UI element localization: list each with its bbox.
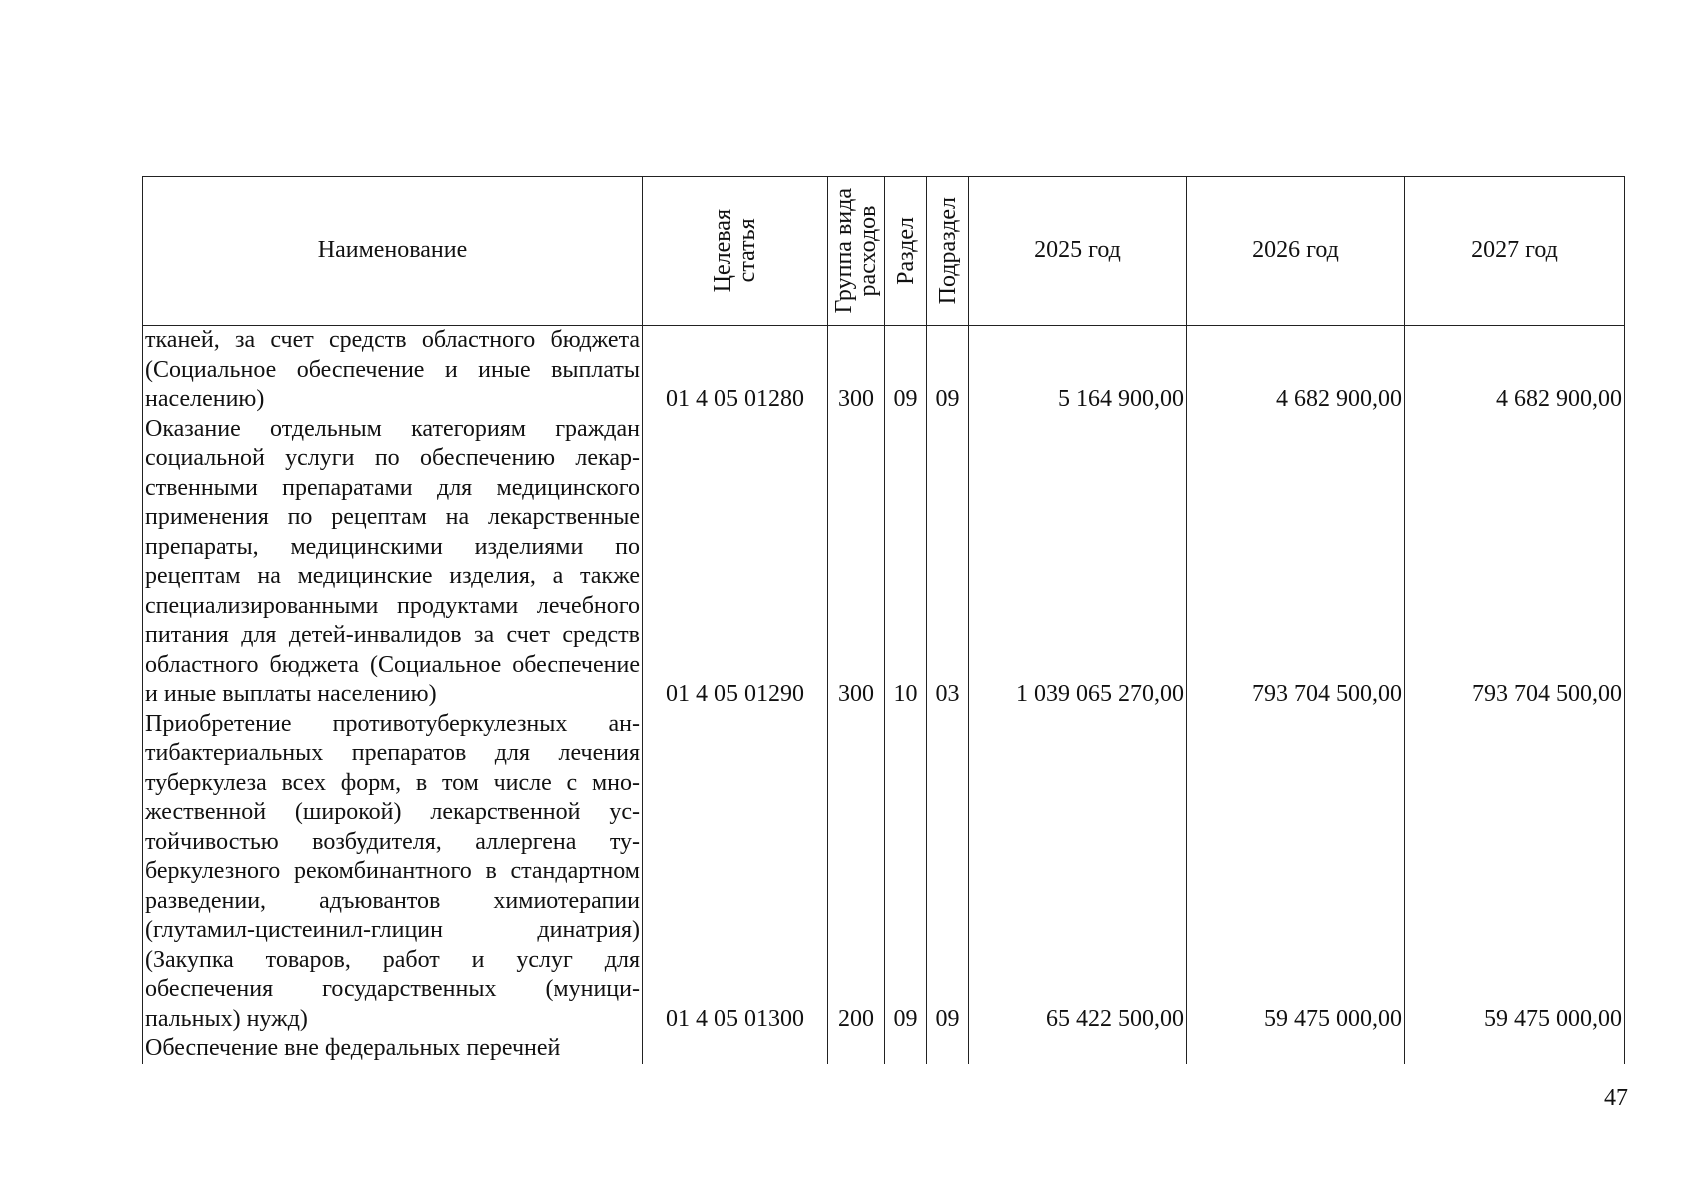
- row-2027: 793 704 500,00: [1405, 415, 1625, 710]
- header-section: [885, 177, 927, 326]
- header-group-line2: расходов: [855, 205, 881, 297]
- row-section: 09: [885, 326, 927, 415]
- row-subsection-empty: [927, 1034, 969, 1064]
- row-section: 10: [885, 415, 927, 710]
- row-target: 01 4 05 01300: [643, 710, 828, 1035]
- row-2025: 65 422 500,00: [969, 710, 1187, 1035]
- header-subsection-label: Подраздел: [934, 197, 961, 305]
- row-2026: 59 475 000,00: [1187, 710, 1405, 1035]
- row-target-empty: [643, 1034, 828, 1064]
- row-2025: 5 164 900,00: [969, 326, 1187, 415]
- row-group-empty: [828, 1034, 885, 1064]
- header-2026-label: 2026 год: [1252, 237, 1339, 264]
- header-group: [828, 177, 885, 326]
- row-name: Оказание отдельным категориям граждан социальной услуги по обеспечению лекарственными препаратами для медицинского применения по рецептам на лекарственные препараты, медицинскими изделиями по рецептам на медицинские изделия, а также специализированными продуктами лечебного питания для детей-инвалидов за счет средств областного бюджета (Социальное обеспечение и иные выплаты населению): [143, 415, 643, 710]
- row-2026-empty: [1187, 1034, 1405, 1064]
- page-number: 47: [1604, 1085, 1628, 1111]
- row-2026: 793 704 500,00: [1187, 415, 1405, 710]
- table-row: [143, 415, 1625, 710]
- header-target: [643, 177, 828, 326]
- row-section-empty: [885, 1034, 927, 1064]
- table-row: [143, 710, 1625, 1035]
- budget-table: [142, 176, 1625, 1064]
- header-target-line1: Целевая: [710, 209, 736, 293]
- header-name-label: Наименование: [317, 237, 468, 264]
- row-target: 01 4 05 01290: [643, 415, 828, 710]
- row-subsection: 09: [927, 710, 969, 1035]
- row-2025-empty: [969, 1034, 1187, 1064]
- row-2026: 4 682 900,00: [1187, 326, 1405, 415]
- row-group: 200: [828, 710, 885, 1035]
- header-group-line1: Группа вида: [831, 188, 857, 314]
- header-section-label: Раздел: [892, 217, 919, 285]
- row-group: 300: [828, 326, 885, 415]
- row-2027: 59 475 000,00: [1405, 710, 1625, 1035]
- row-name: тканей, за счет средств областного бюджета (Социальное обеспечение и иные выплаты населению): [143, 326, 643, 415]
- row-2027-empty: [1405, 1034, 1625, 1064]
- header-2025: [969, 177, 1187, 326]
- row-name: Приобретение противотуберкулезных антибактериальных препаратов для лечения туберкулеза всех форм, в том числе с множественной (широкой) лекарственной устойчивостью возбудителя, аллергена туберкулезного рекомбинантного в стандартном разведении, адъювантов химиотерапии (глутамил-цистеинил-глицин динатрия) (Закупка товаров, работ и услуг для обеспечения государственных (муниципальных) нужд): [143, 710, 643, 1035]
- header-2027: [1405, 177, 1625, 326]
- header-target-line2: статья: [734, 219, 760, 283]
- header-2025-label: 2025 год: [1034, 237, 1121, 264]
- row-2027: 4 682 900,00: [1405, 326, 1625, 415]
- header-name: [143, 177, 643, 326]
- row-target: 01 4 05 01280: [643, 326, 828, 415]
- table-row-partial: [143, 1034, 1625, 1064]
- header-2027-label: 2027 год: [1471, 237, 1558, 264]
- header-subsection: [927, 177, 969, 326]
- row-group: 300: [828, 415, 885, 710]
- row-section: 09: [885, 710, 927, 1035]
- header-2026: [1187, 177, 1405, 326]
- row-2025: 1 039 065 270,00: [969, 415, 1187, 710]
- row-subsection: 09: [927, 326, 969, 415]
- row-subsection: 03: [927, 415, 969, 710]
- row-name: Обеспечение вне федеральных перечней: [143, 1034, 643, 1064]
- table-header-row: [143, 177, 1625, 326]
- table-row: [143, 326, 1625, 415]
